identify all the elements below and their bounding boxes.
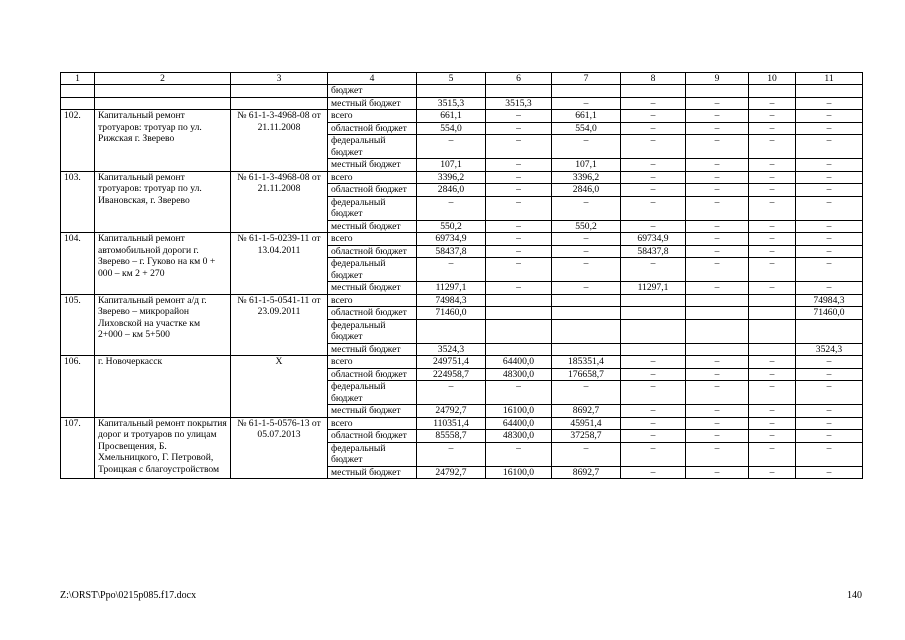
funding-source: федеральный бюджет [328,258,417,282]
column-number-cell: 11 [796,73,863,85]
column-number-cell: 8 [621,73,686,85]
amount-cell: – [749,196,796,220]
amount-cell: 2846,0 [552,184,621,197]
amount-cell: – [796,430,863,443]
amount-cell: 37258,7 [552,430,621,443]
amount-cell [552,319,621,343]
amount-cell: 554,0 [417,122,486,135]
funding-source: всего [328,110,417,123]
amount-cell [686,307,749,320]
table-row [61,233,863,246]
funding-source: местный бюджет [328,159,417,172]
amount-cell: 107,1 [417,159,486,172]
amount-cell: 3396,2 [552,171,621,184]
amount-cell: – [686,110,749,123]
amount-cell: – [621,368,686,381]
amount-cell: – [796,110,863,123]
funding-source: областной бюджет [328,245,417,258]
amount-cell: – [621,184,686,197]
amount-cell: – [796,233,863,246]
table-body [61,73,863,479]
amount-cell: 58437,8 [417,245,486,258]
amount-cell: – [486,135,552,159]
item-document: № 61-1-5-0541-11 от 23.09.2011 [231,294,328,356]
amount-cell: – [686,220,749,233]
amount-cell: – [749,110,796,123]
amount-cell: – [686,258,749,282]
amount-cell: – [686,135,749,159]
amount-cell: – [621,110,686,123]
amount-cell: – [621,466,686,479]
funding-source: всего [328,294,417,307]
amount-cell: – [486,442,552,466]
funding-source: местный бюджет [328,466,417,479]
item-number: 102. [61,110,95,172]
table-cell [231,97,328,110]
table-row [61,417,863,430]
amount-cell [621,343,686,356]
amount-cell: – [552,282,621,295]
amount-cell: – [686,233,749,246]
table-cell [796,85,863,98]
amount-cell: – [486,196,552,220]
amount-cell: – [686,184,749,197]
amount-cell: – [796,442,863,466]
amount-cell: 85558,7 [417,430,486,443]
amount-cell: – [621,196,686,220]
item-document: № 61-1-3-4968-08 от 21.11.2008 [231,171,328,233]
amount-cell: – [749,159,796,172]
amount-cell: – [796,417,863,430]
amount-cell: – [552,442,621,466]
funding-source: областной бюджет [328,368,417,381]
amount-cell: – [486,245,552,258]
amount-cell: 3524,3 [417,343,486,356]
amount-cell: – [796,282,863,295]
amount-cell [486,294,552,307]
amount-cell: 64400,0 [486,417,552,430]
column-number-cell: 7 [552,73,621,85]
amount-cell: 3524,3 [796,343,863,356]
amount-cell [686,343,749,356]
amount-cell: – [796,135,863,159]
table-row [61,356,863,369]
amount-cell: – [552,381,621,405]
amount-cell: – [621,430,686,443]
funding-source: федеральный бюджет [328,381,417,405]
amount-cell: – [749,220,796,233]
amount-cell: – [686,171,749,184]
item-number: 106. [61,356,95,418]
amount-cell: – [686,430,749,443]
amount-cell [621,294,686,307]
amount-cell [686,294,749,307]
amount-cell: – [749,171,796,184]
table-cell [231,85,328,98]
item-document: № 61-1-3-4968-08 от 21.11.2008 [231,110,328,172]
amount-cell: – [796,405,863,418]
amount-cell: – [796,171,863,184]
amount-cell: 16100,0 [486,466,552,479]
amount-cell: – [686,159,749,172]
amount-cell: – [486,122,552,135]
table-row [61,294,863,307]
amount-cell: – [552,233,621,246]
table-cell [417,85,486,98]
item-name: г. Новочеркасск [95,356,231,418]
item-document: Х [231,356,328,418]
item-number: 104. [61,233,95,295]
table-cell [95,85,231,98]
funding-source: областной бюджет [328,307,417,320]
amount-cell: – [621,135,686,159]
amount-cell: – [621,381,686,405]
amount-cell [486,343,552,356]
table-cell [749,85,796,98]
amount-cell: – [621,159,686,172]
amount-cell: – [486,184,552,197]
amount-cell: – [749,258,796,282]
amount-cell: – [486,381,552,405]
funding-source: областной бюджет [328,122,417,135]
table-cell [486,85,552,98]
amount-cell: 2846,0 [417,184,486,197]
amount-cell: – [686,282,749,295]
table-cell: – [621,97,686,110]
funding-source: федеральный бюджет [328,196,417,220]
amount-cell: – [486,110,552,123]
amount-cell: – [552,245,621,258]
amount-cell: – [749,233,796,246]
amount-cell: – [749,184,796,197]
table-row [61,171,863,184]
amount-cell: – [749,356,796,369]
amount-cell: 71460,0 [417,307,486,320]
amount-cell: – [749,245,796,258]
amount-cell: 69734,9 [417,233,486,246]
amount-cell: – [486,258,552,282]
amount-cell [686,319,749,343]
amount-cell: – [486,159,552,172]
amount-cell: – [749,417,796,430]
item-name: Капитальный ремонт а/д г. Зверево – микрорайон Лиховской на участке км 2+000 – км 5+500 [95,294,231,356]
amount-cell: 45951,4 [552,417,621,430]
amount-cell: – [749,442,796,466]
column-number-cell: 1 [61,73,95,85]
table-row [61,85,863,98]
amount-cell: – [749,430,796,443]
amount-cell: 11297,1 [621,282,686,295]
amount-cell: – [796,245,863,258]
amount-cell: – [621,220,686,233]
funding-source: местный бюджет [328,405,417,418]
amount-cell: 74984,3 [417,294,486,307]
amount-cell: – [417,381,486,405]
amount-cell: – [796,381,863,405]
amount-cell: – [796,122,863,135]
amount-cell [417,319,486,343]
item-number: 103. [61,171,95,233]
amount-cell: – [796,184,863,197]
column-number-cell: 6 [486,73,552,85]
amount-cell: – [621,258,686,282]
amount-cell: – [621,405,686,418]
amount-cell: – [417,442,486,466]
amount-cell: – [686,368,749,381]
amount-cell: – [686,356,749,369]
amount-cell: 24792,7 [417,405,486,418]
amount-cell [552,294,621,307]
amount-cell [552,307,621,320]
amount-cell: – [417,196,486,220]
amount-cell: – [796,368,863,381]
table-cell [552,85,621,98]
amount-cell: – [686,122,749,135]
amount-cell: 64400,0 [486,356,552,369]
amount-cell: 24792,7 [417,466,486,479]
funding-source: всего [328,356,417,369]
item-document: № 61-1-5-0239-11 от 13.04.2011 [231,233,328,295]
amount-cell: 16100,0 [486,405,552,418]
amount-cell: 48300,0 [486,430,552,443]
amount-cell: – [796,356,863,369]
amount-cell [621,319,686,343]
amount-cell: – [686,245,749,258]
footer-page-number: 140 [847,590,862,601]
amount-cell: – [796,220,863,233]
item-document: № 61-1-5-0576-13 от 05.07.2013 [231,417,328,479]
amount-cell: 3396,2 [417,171,486,184]
amount-cell: – [749,368,796,381]
item-name: Капитальный ремонт тротуаров: тротуар по ул. Рижская г. Зверево [95,110,231,172]
amount-cell [749,294,796,307]
column-number-row [61,73,863,85]
amount-cell [486,307,552,320]
column-number-cell: 2 [95,73,231,85]
amount-cell: – [796,466,863,479]
funding-source: местный бюджет [328,343,417,356]
amount-cell [749,343,796,356]
amount-cell: – [621,417,686,430]
amount-cell: – [749,135,796,159]
amount-cell: 58437,8 [621,245,686,258]
amount-cell: 550,2 [417,220,486,233]
table-cell: – [796,97,863,110]
table-cell [61,97,95,110]
amount-cell: 8692,7 [552,405,621,418]
amount-cell: – [686,381,749,405]
amount-cell: – [417,135,486,159]
amount-cell: 554,0 [552,122,621,135]
table-cell: – [686,97,749,110]
amount-cell: 185351,4 [552,356,621,369]
funding-source: местный бюджет [328,282,417,295]
amount-cell: – [621,356,686,369]
table-row [61,110,863,123]
table-row [61,97,863,110]
amount-cell: 661,1 [552,110,621,123]
item-name: Капитальный ремонт автомобильной дороги г. Зверево – г. Гуково на км 0 + 000 – км 2 + 270 [95,233,231,295]
item-name: Капитальный ремонт покрытия дорог и тротуаров по улицам Просвещения, Б. Хмельницкого, Г. Петровой, Троицкая с благоустройством [95,417,231,479]
column-number-cell: 3 [231,73,328,85]
amount-cell: 48300,0 [486,368,552,381]
amount-cell: – [552,196,621,220]
budget-table-sheet [60,72,862,479]
amount-cell: 249751,4 [417,356,486,369]
table-cell: 3515,3 [486,97,552,110]
amount-cell: – [621,122,686,135]
amount-cell [749,319,796,343]
amount-cell: 8692,7 [552,466,621,479]
table-cell [61,85,95,98]
table-cell [686,85,749,98]
funding-source: федеральный бюджет [328,135,417,159]
amount-cell [796,319,863,343]
table-cell: местный бюджет [328,97,417,110]
amount-cell: – [621,442,686,466]
amount-cell: – [486,171,552,184]
funding-source: областной бюджет [328,184,417,197]
amount-cell: – [749,381,796,405]
funding-source: федеральный бюджет [328,319,417,343]
amount-cell: – [749,405,796,418]
amount-cell: 71460,0 [796,307,863,320]
amount-cell [552,343,621,356]
item-number: 107. [61,417,95,479]
amount-cell: 176658,7 [552,368,621,381]
amount-cell: – [686,417,749,430]
amount-cell: 661,1 [417,110,486,123]
item-number: 105. [61,294,95,356]
table-cell: бюджет [328,85,417,98]
table-cell: – [552,97,621,110]
amount-cell: 11297,1 [417,282,486,295]
amount-cell: – [552,258,621,282]
amount-cell: – [486,233,552,246]
amount-cell: – [749,466,796,479]
amount-cell: 107,1 [552,159,621,172]
amount-cell: – [686,405,749,418]
column-number-cell: 10 [749,73,796,85]
amount-cell: 74984,3 [796,294,863,307]
funding-source: всего [328,417,417,430]
table-cell: 3515,3 [417,97,486,110]
amount-cell: – [686,442,749,466]
budget-table [60,72,863,479]
amount-cell: 110351,4 [417,417,486,430]
amount-cell: – [796,196,863,220]
amount-cell [621,307,686,320]
item-name: Капитальный ремонт тротуаров: тротуар по ул. Ивановская, г. Зверево [95,171,231,233]
column-number-cell: 5 [417,73,486,85]
amount-cell: – [486,282,552,295]
funding-source: всего [328,233,417,246]
column-number-cell: 4 [328,73,417,85]
amount-cell: – [621,171,686,184]
amount-cell [749,307,796,320]
table-cell [95,97,231,110]
funding-source: областной бюджет [328,430,417,443]
amount-cell: – [417,258,486,282]
amount-cell: 550,2 [552,220,621,233]
amount-cell: – [552,135,621,159]
table-cell: – [749,97,796,110]
funding-source: всего [328,171,417,184]
amount-cell: – [796,258,863,282]
amount-cell: 69734,9 [621,233,686,246]
amount-cell: – [749,122,796,135]
column-number-cell: 9 [686,73,749,85]
footer-file-path: Z:\ORST\Ppo\0215p085.f17.docx [60,590,197,601]
amount-cell: 224958,7 [417,368,486,381]
amount-cell: – [486,220,552,233]
funding-source: местный бюджет [328,220,417,233]
amount-cell: – [796,159,863,172]
funding-source: федеральный бюджет [328,442,417,466]
amount-cell [486,319,552,343]
amount-cell: – [749,282,796,295]
amount-cell: – [686,466,749,479]
amount-cell: – [686,196,749,220]
table-cell [621,85,686,98]
